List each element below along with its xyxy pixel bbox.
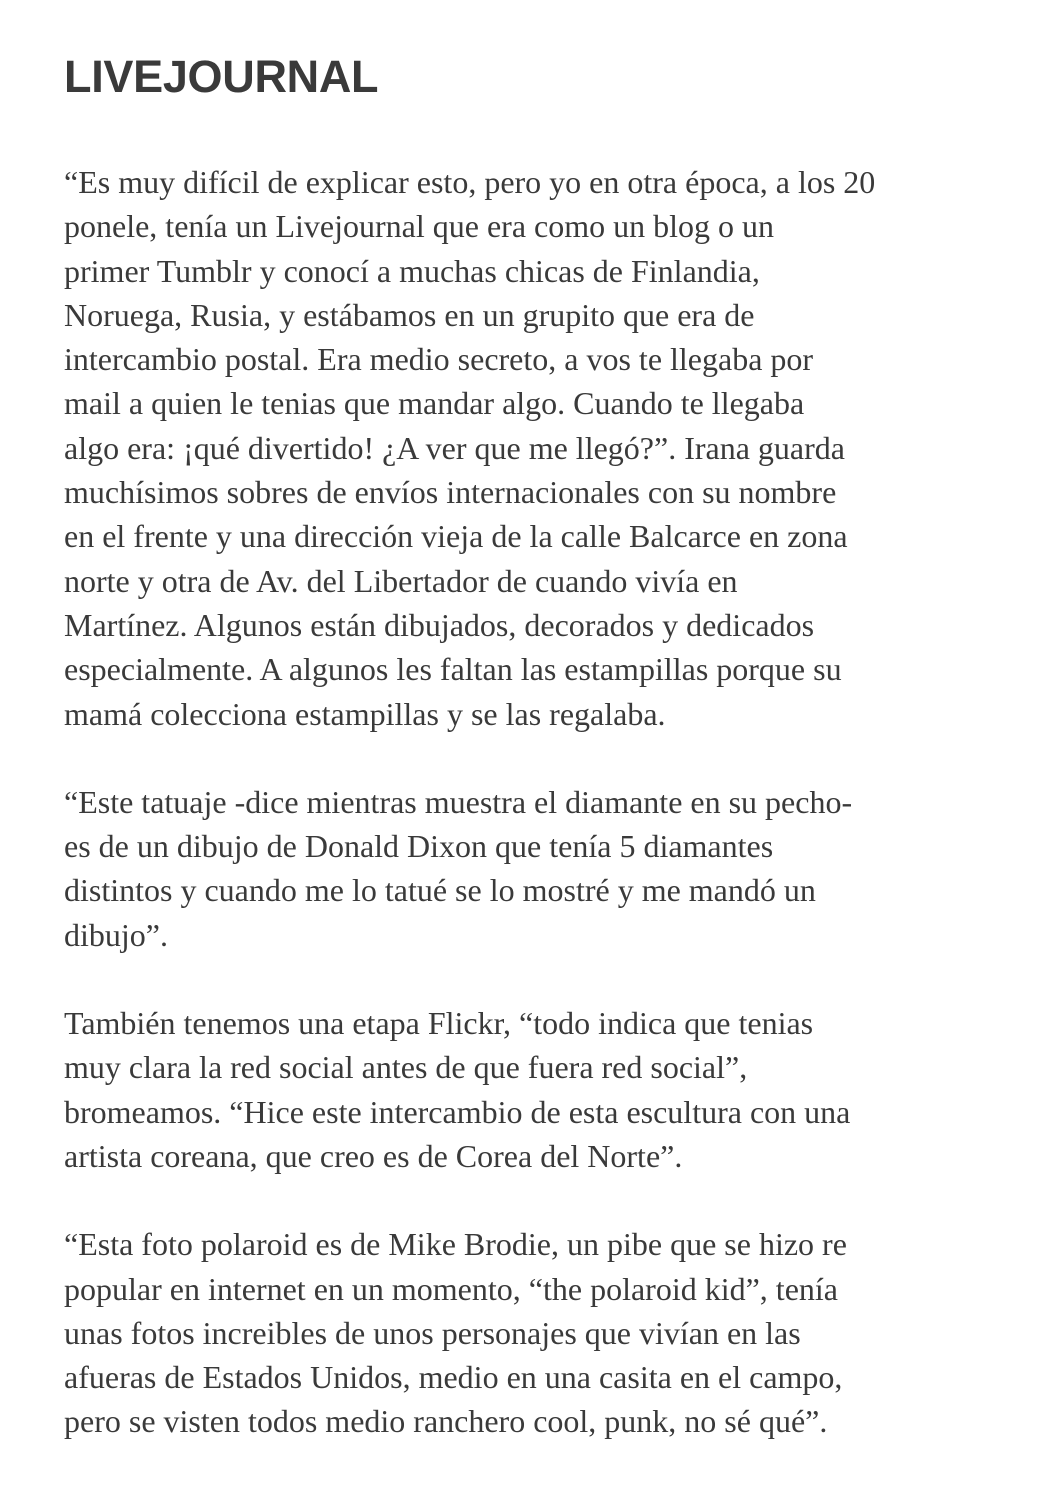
text-line: unas fotos increibles de unos personajes que vivían en las — [64, 1314, 801, 1351]
text-line: Noruega, Rusia, y estábamos en un grupito que era de — [64, 296, 755, 333]
text-line: muy clara la red social antes de que fuera red social”, — [64, 1049, 748, 1086]
text-line: afueras de Estados Unidos, medio en una casita en el campo, — [64, 1359, 843, 1396]
article — [64, 52, 1014, 1488]
text-line: “Esta foto polaroid es de Mike Brodie, un pibe que se hizo re — [64, 1226, 847, 1263]
text-line: norte y otra de Av. del Libertador de cuando vivía en — [64, 562, 738, 599]
section-heading: LIVEJOURNAL — [64, 51, 379, 102]
paragraph-livejournal — [64, 160, 1014, 736]
text-line: algo era: ¡qué divertido! ¿A ver que me llegó?”. Irana guarda — [64, 429, 845, 466]
text-line: en el frente y una dirección vieja de la calle Balcarce en zona — [64, 518, 848, 555]
text-line: distintos y cuando me lo tatué se lo mostré y me mandó un — [64, 872, 816, 909]
text-line: es de un dibujo de Donald Dixon que tenía 5 diamantes — [64, 828, 774, 865]
text-line: primer Tumblr y conocí a muchas chicas de Finlandia, — [64, 252, 760, 289]
text-line: artista coreana, que creo es de Corea del Norte”. — [64, 1137, 683, 1174]
text-line: popular en internet en un momento, “the polaroid kid”, tenía — [64, 1270, 838, 1307]
text-line: “Este tatuaje -dice mientras muestra el diamante en su pecho- — [64, 783, 853, 820]
text-line: ponele, tenía un Livejournal que era como un blog o un — [64, 208, 775, 245]
text-line: “Es muy difícil de explicar esto, pero yo en otra época, a los 20 — [64, 164, 876, 200]
text-line: muchísimos sobres de envíos internacionales con su nombre — [64, 474, 837, 511]
text-line: pero se visten todos medio ranchero cool, punk, no sé qué”. — [64, 1403, 828, 1440]
text-line: También tenemos una etapa Flickr, “todo indica que tenias — [64, 1005, 814, 1042]
text-line: bromeamos. “Hice este intercambio de esta escultura con una — [64, 1093, 851, 1130]
paragraph-flickr — [64, 1001, 1014, 1178]
text-line: intercambio postal. Era medio secreto, a vos te llegaba por — [64, 341, 814, 378]
text-line: especialmente. A algunos les faltan las estampillas porque su — [64, 651, 842, 688]
paragraph-tattoo — [64, 780, 1014, 957]
text-line: dibujo”. — [64, 916, 168, 953]
paragraph-polaroid — [64, 1222, 1014, 1443]
text-line: Martínez. Algunos están dibujados, decorados y dedicados — [64, 606, 815, 643]
text-line: mamá colecciona estampillas y se las regalaba. — [64, 695, 666, 732]
text-line: mail a quien le tenias que mandar algo. Cuando te llegaba — [64, 385, 805, 422]
